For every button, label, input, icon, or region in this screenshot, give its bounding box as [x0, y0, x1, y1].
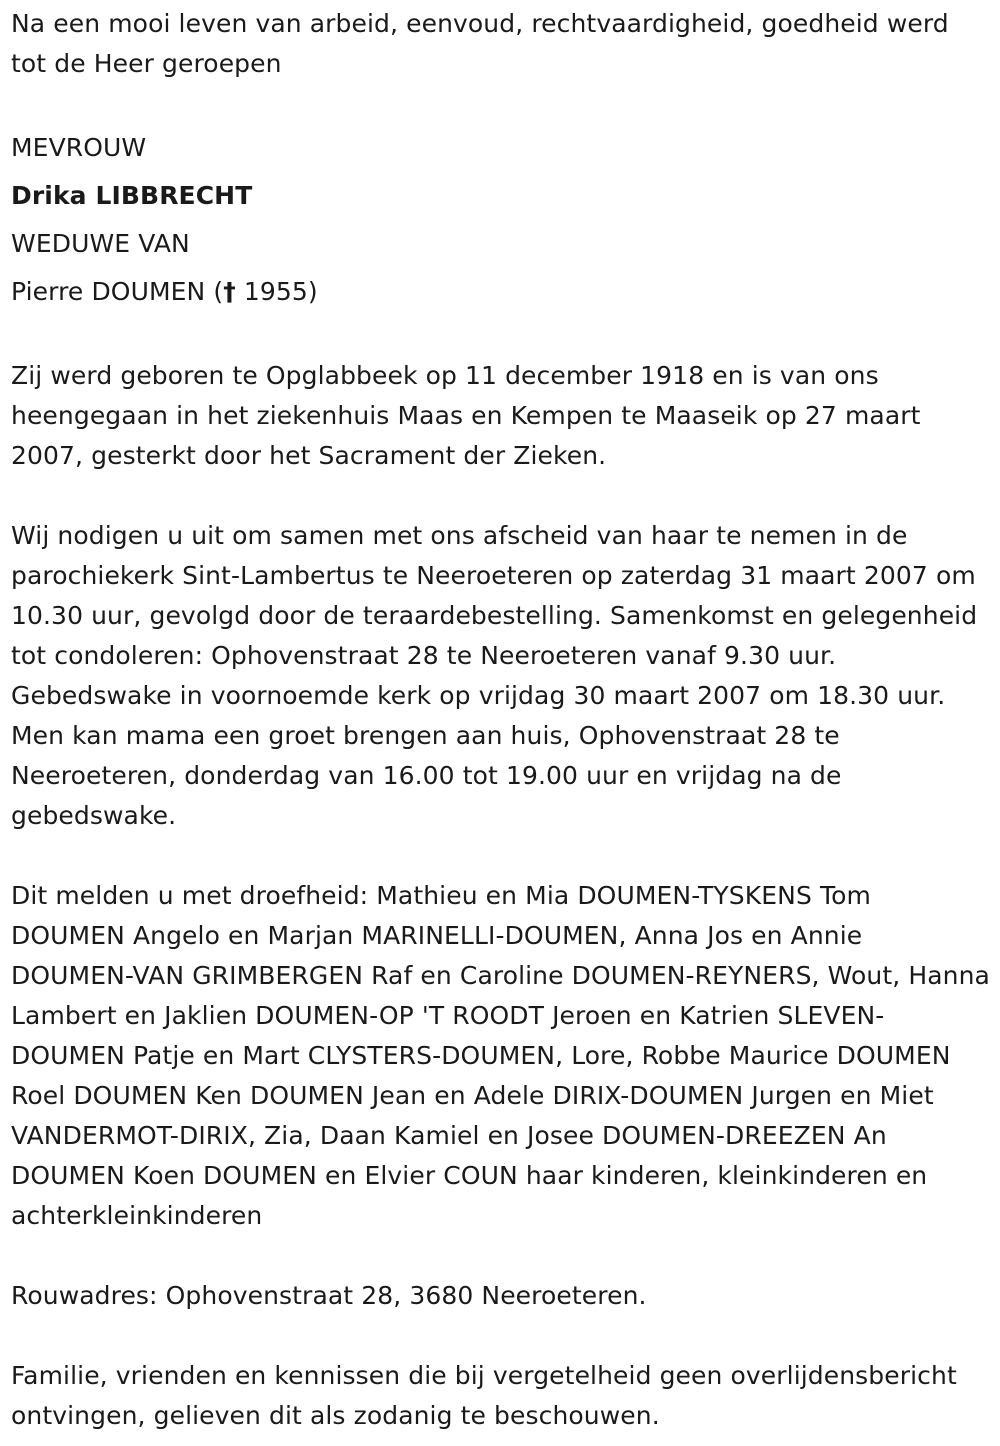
closing-paragraph: Familie, vrienden en kennissen die bij vergetelheid geen overlijdensbericht ontvingen, gelieven dit als zodanig te beschouwen. — [11, 1361, 957, 1430]
spacer — [11, 1236, 991, 1276]
widow-status: WEDUWE VAN — [11, 229, 190, 258]
person-title: MEVROUW — [11, 133, 147, 162]
spacer — [11, 1316, 991, 1356]
intro-paragraph: Na een mooi leven van arbeid, eenvoud, rechtvaardigheid, goedheid werd tot de Heer geroepen — [11, 9, 949, 78]
spacer — [11, 836, 991, 876]
birth-death-paragraph: Zij werd geboren te Opglabbeek op 11 december 1918 en is van ons heengegaan in het ziekenhuis Maas en Kempen te Maaseik op 27 maart 2007, gesterkt door het Sacrament der Zieken. — [11, 361, 921, 470]
spacer — [11, 476, 991, 516]
spouse-name: Pierre DOUMEN — [11, 277, 206, 306]
family-paragraph: Dit melden u met droefheid: Mathieu en Mia DOUMEN-TYSKENS Tom DOUMEN Angelo en Marjan MARINELLI-DOUMEN, Anna Jos en Annie DOUMEN-VAN GRIMBERGEN Raf en Caroline DOUMEN-REYNERS, Wout, Hanna Lambert en Jaklien DOUMEN-OP 'T ROODT Jeroen en Katrien SLEVEN-DOUMEN Patje en Mart CLYSTERS-DOUMEN, Lore, Robbe Maurice DOUMEN Roel DOUMEN Ken DOUMEN Jean en Adele DIRIX-DOUMEN Jurgen en Miet VANDERMOT-DIRIX, Zia, Daan Kamiel en Josee DOUMEN-DREEZEN An DOUMEN Koen DOUMEN en Elvier COUN haar kinderen, kleinkinderen en achterkleinkinderen — [11, 881, 990, 1230]
spacer — [11, 84, 991, 124]
spouse-death-year: 1955) — [243, 277, 318, 306]
address-paragraph: Rouwadres: Ophovenstraat 28, 3680 Neeroeteren. — [11, 1281, 647, 1310]
person-name: Drika LIBBRECHT — [11, 181, 253, 210]
cross-icon: † — [223, 277, 236, 306]
spouse-line — [11, 268, 991, 316]
spouse-open-paren: ( — [213, 277, 224, 306]
obituary-document — [11, 4, 991, 1436]
invitation-paragraph: Wij nodigen u uit om samen met ons afscheid van haar te nemen in de parochiekerk Sint-Lambertus te Neeroeteren op zaterdag 31 maart 2007 om 10.30 uur, gevolgd door de teraardebestelling. Samenkomst en gelegenheid tot condoleren: Ophovenstraat 28 te Neeroeteren vanaf 9.30 uur. Gebedswake in voornoemde kerk op vrijdag 30 maart 2007 om 18.30 uur. Men kan mama een groet brengen aan huis, Ophovenstraat 28 te Neeroeteren, donderdag van 16.00 tot 19.00 uur en vrijdag na de gebedswake. — [11, 521, 978, 830]
spacer — [11, 316, 991, 356]
